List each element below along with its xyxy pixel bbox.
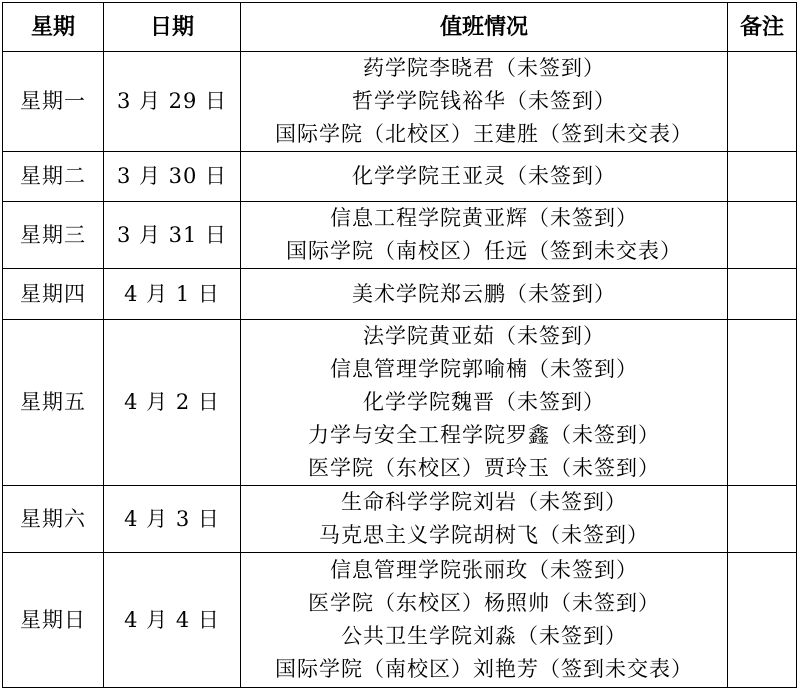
date-cell: 3 月 29 日 — [104, 52, 241, 152]
header-duty: 值班情况 — [241, 3, 728, 52]
duty-cell — [241, 269, 728, 320]
duty-cell — [241, 52, 728, 152]
date-cell: 4 月 4 日 — [104, 553, 241, 688]
duty-entry: 马克思主义学院胡树飞（未签到） — [319, 523, 649, 547]
weekday-cell: 星期五 — [3, 320, 104, 486]
duty-entry: 信息工程学院黄亚辉（未签到） — [330, 206, 638, 230]
duty-entry: 化学学院王亚灵（未签到） — [352, 164, 616, 188]
duty-entry: 国际学院（北校区）王建胜（签到未交表） — [275, 122, 693, 146]
date-cell: 4 月 2 日 — [104, 320, 241, 486]
duty-cell — [241, 202, 728, 269]
date-cell: 3 月 31 日 — [104, 202, 241, 269]
duty-entry: 生命科学学院刘岩（未签到） — [341, 490, 627, 514]
header-weekday: 星期 — [3, 3, 104, 52]
duty-entry: 国际学院（南校区）刘艳芳（签到未交表） — [275, 657, 693, 681]
date-cell: 4 月 3 日 — [104, 486, 241, 553]
weekday-cell: 星期一 — [3, 52, 104, 152]
duty-entry: 公共卫生学院刘淼（未签到） — [341, 624, 627, 648]
weekday-cell: 星期六 — [3, 486, 104, 553]
duty-entry: 法学院黄亚茹（未签到） — [363, 324, 605, 348]
table-row — [3, 486, 797, 553]
weekday-cell: 星期二 — [3, 152, 104, 202]
duty-entry: 美术学院郑云鹏（未签到） — [352, 281, 616, 306]
duty-cell — [241, 152, 728, 202]
header-date: 日期 — [104, 3, 241, 52]
duty-entry: 医学院（东校区）贾玲玉（未签到） — [308, 456, 660, 480]
date-cell: 3 月 30 日 — [104, 152, 241, 202]
duty-table — [2, 2, 797, 688]
remark-cell — [728, 202, 797, 269]
duty-entry: 国际学院（南校区）任远（签到未交表） — [286, 239, 682, 263]
duty-cell — [241, 553, 728, 688]
header-remark: 备注 — [728, 3, 797, 52]
table-row — [3, 320, 797, 486]
duty-cell — [241, 486, 728, 553]
remark-cell — [728, 152, 797, 202]
duty-entry: 医学院（东校区）杨照帅（未签到） — [308, 591, 660, 615]
duty-entry: 化学学院魏晋（未签到） — [363, 390, 605, 414]
remark-cell — [728, 52, 797, 152]
duty-entry: 哲学学院钱裕华（未签到） — [352, 89, 616, 113]
table-row — [3, 553, 797, 688]
remark-cell — [728, 553, 797, 688]
weekday-cell: 星期四 — [3, 269, 104, 320]
table-row — [3, 269, 797, 320]
duty-cell — [241, 320, 728, 486]
duty-entry: 药学院李晓君（未签到） — [363, 56, 605, 80]
duty-entry: 力学与安全工程学院罗鑫（未签到） — [308, 423, 660, 447]
date-cell: 4 月 1 日 — [104, 269, 241, 320]
header-row — [3, 3, 797, 52]
weekday-cell: 星期三 — [3, 202, 104, 269]
table-row — [3, 202, 797, 269]
remark-cell — [728, 486, 797, 553]
remark-cell — [728, 269, 797, 320]
remark-cell — [728, 320, 797, 486]
table-body — [3, 52, 797, 688]
duty-entry: 信息管理学院张丽玫（未签到） — [330, 558, 638, 582]
table-row — [3, 152, 797, 202]
table-row — [3, 52, 797, 152]
duty-entry: 信息管理学院郭喻楠（未签到） — [330, 357, 638, 381]
weekday-cell: 星期日 — [3, 553, 104, 688]
